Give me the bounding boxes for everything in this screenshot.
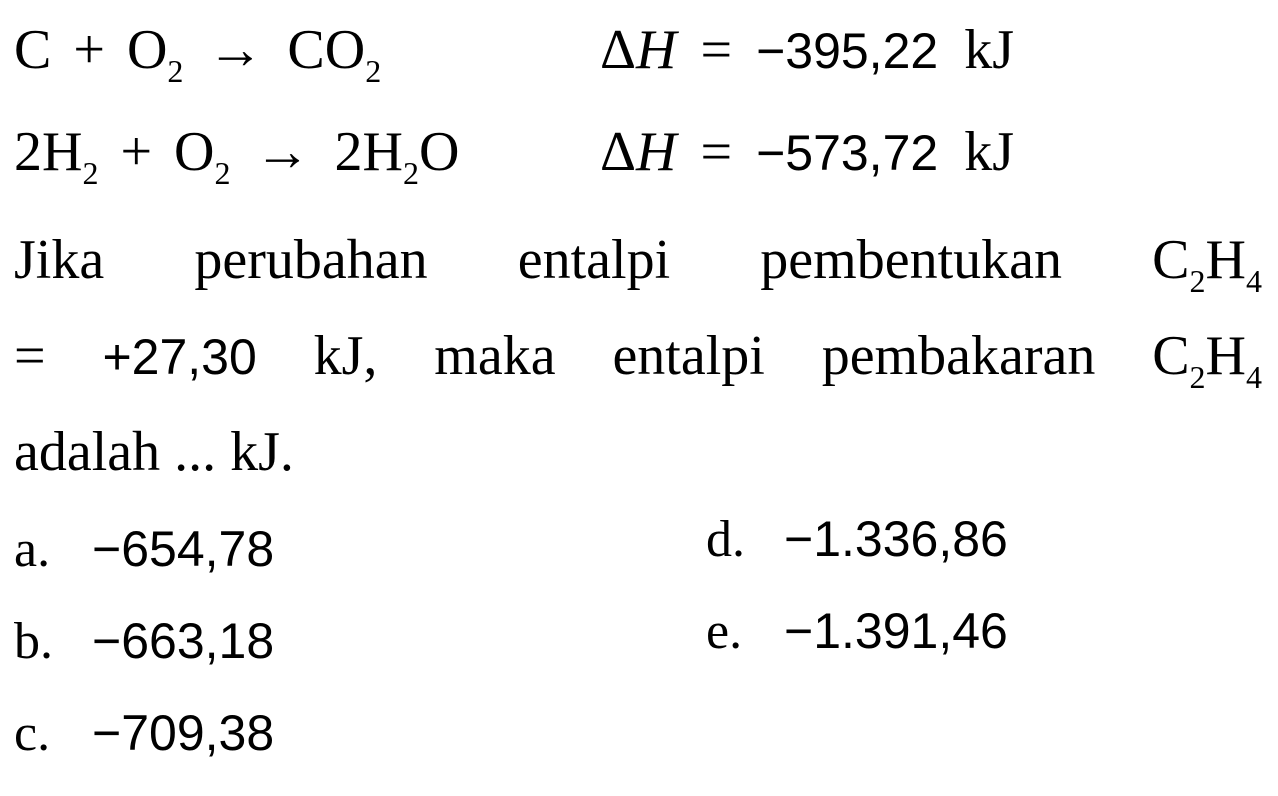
enthalpy-symbol: H bbox=[636, 19, 677, 81]
product-co2: $CO_2$ bbox=[287, 19, 382, 89]
option-letter: b. bbox=[14, 613, 53, 670]
option-letter: d. bbox=[706, 511, 745, 568]
formation-enthalpy-value: +27,30 bbox=[102, 329, 257, 385]
reaction-1 bbox=[14, 19, 382, 89]
option-value: −1.336,86 bbox=[784, 511, 1008, 567]
option-b[interactable] bbox=[14, 612, 274, 704]
reaction-2-enthalpy bbox=[600, 121, 1014, 183]
reaction-2 bbox=[14, 121, 460, 191]
option-letter: c. bbox=[14, 705, 51, 762]
question-line-2 bbox=[14, 325, 1262, 408]
delta-symbol: Δ bbox=[600, 19, 637, 81]
enthalpy-symbol: H bbox=[636, 121, 677, 183]
equals-sign: = bbox=[700, 121, 733, 183]
word: pembentukan bbox=[760, 229, 1062, 291]
word: entalpi bbox=[517, 229, 671, 291]
word: pembakaran bbox=[821, 325, 1096, 387]
enthalpy-value: −395,22 bbox=[756, 23, 939, 79]
reaction-1-enthalpy bbox=[600, 19, 1014, 81]
equals-sign: = bbox=[700, 19, 733, 81]
question-line-1 bbox=[14, 229, 1262, 312]
reactant-h2: $2H_2$ bbox=[14, 121, 99, 191]
reactant-o2: $O_2$ bbox=[174, 121, 231, 191]
option-c[interactable] bbox=[14, 704, 274, 796]
options-left-column bbox=[14, 520, 274, 796]
enthalpy-unit: kJ bbox=[964, 19, 1014, 81]
arrow-icon: → bbox=[254, 121, 311, 183]
option-d[interactable] bbox=[706, 510, 1008, 602]
word: kJ, bbox=[313, 325, 378, 387]
word: Jika bbox=[14, 229, 105, 291]
word: = bbox=[14, 325, 46, 387]
enthalpy-unit: kJ bbox=[964, 121, 1014, 183]
enthalpy-value: −573,72 bbox=[756, 125, 939, 181]
option-value: −1.391,46 bbox=[784, 603, 1008, 659]
option-letter: a. bbox=[14, 521, 51, 578]
word: entalpi bbox=[612, 325, 765, 387]
question-text bbox=[14, 229, 1262, 504]
arrow-icon: → bbox=[207, 19, 264, 81]
plus-sign: + bbox=[73, 19, 105, 81]
option-e[interactable] bbox=[706, 602, 1008, 694]
question-line-3 bbox=[14, 421, 1262, 504]
delta-symbol: Δ bbox=[600, 121, 637, 183]
options-right-column bbox=[706, 510, 1008, 694]
word: perubahan bbox=[194, 229, 428, 291]
word: adalah ... kJ. bbox=[14, 421, 294, 483]
formula-c2h4: $C_2H_4$ bbox=[1152, 229, 1262, 299]
option-value: −663,18 bbox=[92, 613, 275, 669]
option-value: −709,38 bbox=[92, 705, 275, 761]
product-h2o: $2H_2O$ bbox=[334, 121, 460, 191]
plus-sign: + bbox=[120, 121, 153, 183]
option-a[interactable] bbox=[14, 520, 274, 612]
reactant-c: C bbox=[14, 19, 52, 81]
reactant-o2: $O_2$ bbox=[126, 19, 184, 89]
formula-c2h4: $C_2H_4$ bbox=[1152, 325, 1262, 395]
option-letter: e. bbox=[706, 603, 743, 660]
option-value: −654,78 bbox=[92, 521, 275, 577]
word: maka bbox=[434, 325, 556, 387]
